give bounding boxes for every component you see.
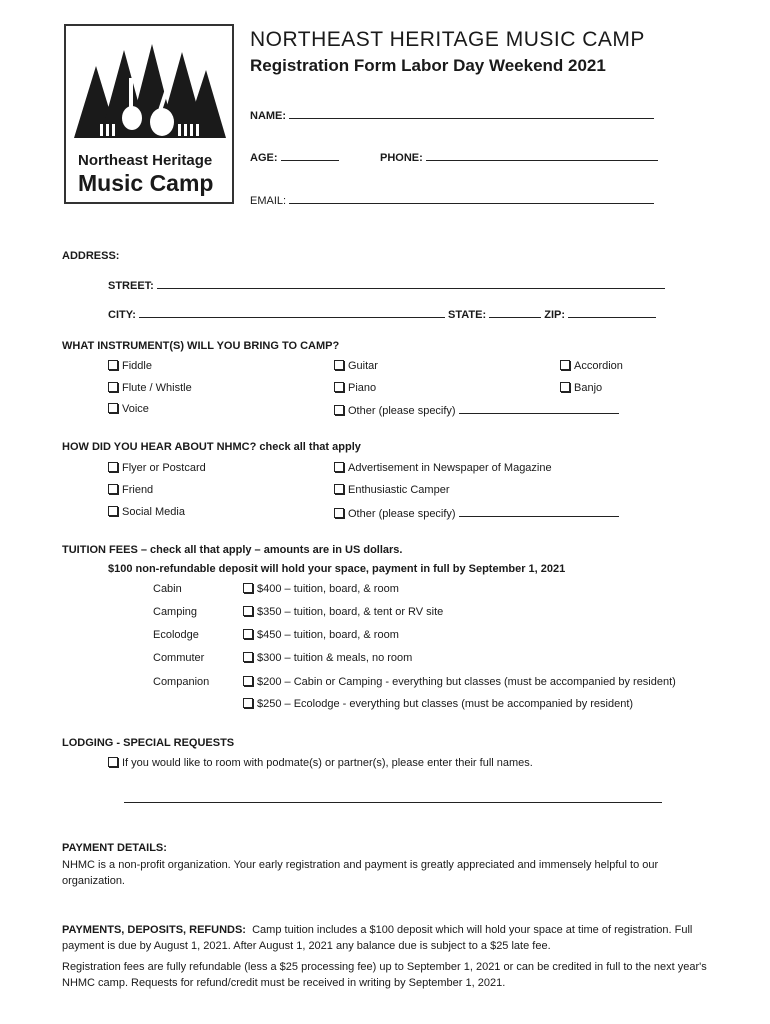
checkbox-icon: [243, 652, 253, 662]
tuition-heading: TUITION FEES – check all that apply – amounts are in US dollars.: [62, 544, 403, 556]
refunds-text2: Registration fees are fully refundable (less a $25 processing fee) up to September 1, 2021 or can be credited in full to the next year's NHMC camp. Requests for refund/credit must be received in writing by September 1, 2021.: [62, 961, 707, 989]
state-input-line[interactable]: [489, 307, 541, 318]
refunds-text1: Camp tuition includes a $100 deposit which will hold your space at time of registration. Full payment is due by August 1, 2021. After August 1, 2021 any balance due is subject to a $25 late fee.: [62, 924, 693, 952]
instrument-piano-checkbox[interactable]: [334, 382, 376, 394]
tuition-type-label: Camping: [153, 606, 198, 618]
checkbox-label: $200 – Cabin or Camping - everything but classes (must be accompanied by resident): [257, 676, 676, 688]
phone-input-line[interactable]: [426, 150, 658, 161]
tuition-companion-ecolodge-checkbox[interactable]: [243, 698, 633, 710]
age-input-line[interactable]: [281, 150, 339, 161]
checkbox-icon: [243, 676, 253, 686]
street-label: STREET:: [108, 280, 154, 292]
name-label: NAME:: [250, 110, 287, 122]
checkbox-icon: [334, 382, 344, 392]
checkbox-icon: [243, 698, 253, 708]
checkbox-icon: [108, 382, 118, 392]
city-label: CITY:: [108, 309, 136, 321]
phone-field: [380, 150, 658, 164]
tuition-type-label: Commuter: [153, 652, 205, 664]
checkbox-label: Friend: [122, 484, 154, 496]
state-label: STATE:: [448, 309, 487, 321]
hear-other-checkbox[interactable]: [334, 506, 619, 520]
city-field: [108, 307, 656, 321]
tuition-camping-checkbox[interactable]: [243, 606, 443, 618]
checkbox-label: $450 – tuition, board, & room: [257, 629, 399, 641]
form-subtitle: Registration Form Labor Day Weekend 2021: [250, 56, 606, 75]
form-title: NORTHEAST HERITAGE MUSIC CAMP: [250, 28, 645, 51]
tuition-type-label: Cabin: [153, 583, 182, 595]
street-input-line[interactable]: [157, 278, 665, 289]
logo-line1: Northeast Heritage: [78, 152, 213, 169]
checkbox-icon: [560, 382, 570, 392]
checkbox-label: Banjo: [574, 382, 603, 394]
checkbox-label: Accordion: [574, 360, 623, 372]
checkbox-label: Enthusiastic Camper: [348, 484, 450, 496]
checkbox-icon: [108, 484, 118, 494]
refunds-paragraph: [62, 922, 710, 954]
checkbox-icon: [334, 462, 344, 472]
hear-camper-checkbox[interactable]: [334, 484, 450, 496]
name-input-line[interactable]: [289, 108, 654, 119]
checkbox-icon: [108, 403, 118, 413]
instrument-accordion-checkbox[interactable]: [560, 360, 623, 372]
checkbox-label: Social Media: [122, 506, 185, 518]
checkbox-icon: [560, 360, 570, 370]
lodging-names-input-line[interactable]: [124, 792, 662, 803]
checkbox-label: $300 – tuition & meals, no room: [257, 652, 413, 664]
checkbox-label: $350 – tuition, board, & tent or RV site: [257, 606, 444, 618]
checkbox-label: Flute / Whistle: [122, 382, 192, 394]
address-heading: ADDRESS:: [62, 250, 120, 262]
tuition-companion-checkbox[interactable]: [243, 676, 676, 688]
checkbox-label: Piano: [348, 382, 377, 394]
checkbox-icon: [334, 508, 344, 518]
tuition-type-label: Ecolodge: [153, 629, 199, 641]
hear-flyer-checkbox[interactable]: [108, 462, 206, 474]
age-label: AGE:: [250, 152, 278, 164]
checkbox-icon: [334, 360, 344, 370]
payment-heading: PAYMENT DETAILS:: [62, 842, 167, 854]
checkbox-icon: [108, 462, 118, 472]
email-label: EMAIL:: [250, 195, 287, 207]
checkbox-icon: [243, 583, 253, 593]
hear-social-checkbox[interactable]: [108, 506, 185, 518]
instrument-flute-checkbox[interactable]: [108, 382, 192, 394]
hear-heading: HOW DID YOU HEAR ABOUT NHMC? check all that apply: [62, 441, 361, 453]
hear-friend-checkbox[interactable]: [108, 484, 153, 496]
tuition-type-label: Companion: [153, 676, 210, 688]
checkbox-label: If you would like to room with podmate(s) or partner(s), please enter their full names.: [122, 757, 533, 769]
deposit-note: $100 non-refundable deposit will hold your space, payment in full by September 1, 2021: [108, 563, 566, 575]
checkbox-icon: [243, 606, 253, 616]
phone-label: PHONE:: [380, 152, 423, 164]
instrument-voice-checkbox[interactable]: [108, 403, 149, 415]
checkbox-label: Advertisement in Newspaper of Magazine: [348, 462, 552, 474]
zip-label: ZIP:: [544, 309, 566, 321]
checkbox-icon: [108, 757, 118, 767]
instrument-guitar-checkbox[interactable]: [334, 360, 378, 372]
checkbox-label: Guitar: [348, 360, 378, 372]
instrument-fiddle-checkbox[interactable]: [108, 360, 152, 372]
city-input-line[interactable]: [139, 307, 445, 318]
email-input-line[interactable]: [289, 193, 654, 204]
lodging-request-checkbox[interactable]: [108, 757, 533, 769]
tuition-ecolodge-checkbox[interactable]: [243, 629, 399, 641]
camp-logo: [64, 24, 234, 204]
checkbox-label: Other (please specify): [348, 405, 456, 417]
checkbox-icon: [334, 484, 344, 494]
checkbox-label: Fiddle: [122, 360, 152, 372]
age-field: [250, 150, 339, 164]
hear-other-input-line[interactable]: [459, 506, 619, 517]
tuition-commuter-checkbox[interactable]: [243, 652, 412, 664]
checkbox-label: Other (please specify): [348, 508, 456, 520]
checkbox-icon: [243, 629, 253, 639]
checkbox-label: $400 – tuition, board, & room: [257, 583, 399, 595]
checkbox-label: Voice: [122, 403, 149, 415]
checkbox-icon: [334, 405, 344, 415]
instruments-heading: WHAT INSTRUMENT(S) WILL YOU BRING TO CAMP?: [62, 340, 340, 352]
street-field: [108, 278, 665, 292]
checkbox-label: $250 – Ecolodge - everything but classes (must be accompanied by resident): [257, 698, 634, 710]
instrument-other-checkbox[interactable]: [334, 403, 619, 417]
zip-input-line[interactable]: [568, 307, 656, 318]
instrument-other-input-line[interactable]: [459, 403, 619, 414]
logo-line2: Music Camp: [78, 170, 214, 196]
lodging-heading: LODGING - SPECIAL REQUESTS: [62, 737, 235, 749]
payment-text: NHMC is a non-profit organization. Your early registration and payment is greatly appreciated and immensely helpful to our organization.: [62, 859, 659, 887]
checkbox-label: Flyer or Postcard: [122, 462, 206, 474]
tuition-cabin-checkbox[interactable]: [243, 583, 399, 595]
checkbox-icon: [108, 360, 118, 370]
checkbox-icon: [108, 506, 118, 516]
hear-advertisement-checkbox[interactable]: [334, 462, 552, 474]
name-field: [250, 108, 654, 122]
instrument-banjo-checkbox[interactable]: [560, 382, 602, 394]
email-field: [250, 193, 654, 207]
refunds-heading: PAYMENTS, DEPOSITS, REFUNDS:: [62, 924, 246, 936]
